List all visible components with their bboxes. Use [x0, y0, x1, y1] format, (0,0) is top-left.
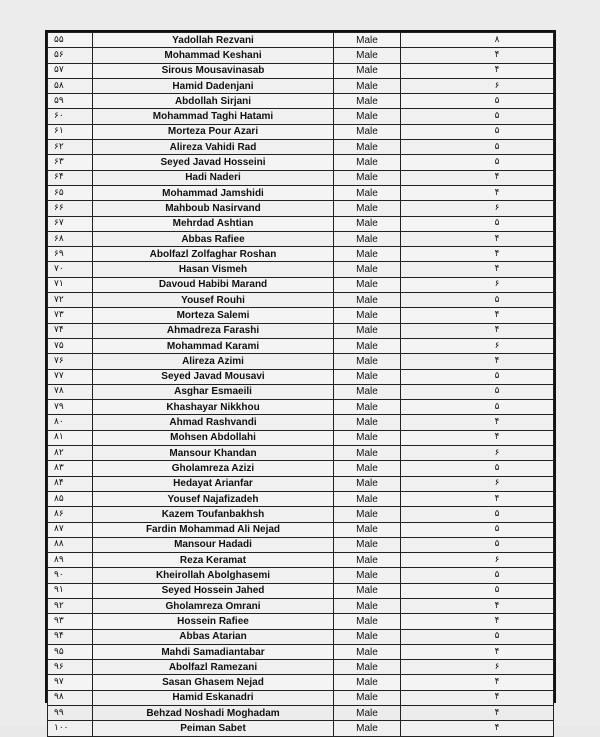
gender-cell: Male — [334, 675, 401, 690]
table-row — [48, 660, 554, 675]
person-name: Alireza Azimi — [93, 354, 334, 369]
person-name: Abolfazl Ramezani — [93, 660, 334, 675]
score-cell: ۵ — [401, 568, 554, 583]
gender-cell: Male — [334, 216, 401, 231]
gender-cell: Male — [334, 553, 401, 568]
row-number: ۷۶ — [48, 354, 93, 369]
row-number: ۸۰ — [48, 415, 93, 430]
row-number: ۸۵ — [48, 491, 93, 506]
score-cell: ۵ — [401, 384, 554, 399]
gender-cell: Male — [334, 48, 401, 63]
gender-cell: Male — [334, 644, 401, 659]
person-name: Abdollah Sirjani — [93, 94, 334, 109]
table-row — [48, 614, 554, 629]
score-cell: ۵ — [401, 461, 554, 476]
gender-cell: Male — [334, 706, 401, 721]
score-cell: ۴ — [401, 491, 554, 506]
person-name: Gholamreza Azizi — [93, 461, 334, 476]
gender-cell: Male — [334, 201, 401, 216]
row-number: ۷۰ — [48, 262, 93, 277]
row-number: ۱۰۰ — [48, 721, 93, 736]
gender-cell: Male — [334, 629, 401, 644]
person-name: Alireza Vahidi Rad — [93, 140, 334, 155]
score-cell: ۵ — [401, 140, 554, 155]
table-row — [48, 476, 554, 491]
gender-cell: Male — [334, 476, 401, 491]
row-number: ۸۶ — [48, 507, 93, 522]
row-number: ۵۶ — [48, 48, 93, 63]
score-cell: ۶ — [401, 201, 554, 216]
person-name: Yousef Rouhi — [93, 293, 334, 308]
person-name: Mohammad Keshani — [93, 48, 334, 63]
table-row — [48, 690, 554, 705]
person-name: Kazem Toufanbakhsh — [93, 507, 334, 522]
table-row — [48, 553, 554, 568]
gender-cell: Male — [334, 400, 401, 415]
table-row — [48, 78, 554, 93]
score-cell: ۸ — [401, 33, 554, 48]
row-number: ۹۶ — [48, 660, 93, 675]
gender-cell: Male — [334, 185, 401, 200]
row-number: ۹۹ — [48, 706, 93, 721]
score-cell: ۴ — [401, 262, 554, 277]
row-number: ۷۸ — [48, 384, 93, 399]
table-row — [48, 644, 554, 659]
table-row — [48, 308, 554, 323]
score-cell: ۴ — [401, 430, 554, 445]
score-cell: ۴ — [401, 675, 554, 690]
row-number: ۷۳ — [48, 308, 93, 323]
row-number: ۹۱ — [48, 583, 93, 598]
table-row — [48, 201, 554, 216]
person-name: Hamid Eskanadri — [93, 690, 334, 705]
person-name: Peiman Sabet — [93, 721, 334, 736]
table-row — [48, 293, 554, 308]
table-row — [48, 109, 554, 124]
row-number: ۵۹ — [48, 94, 93, 109]
table-row — [48, 583, 554, 598]
table-row — [48, 170, 554, 185]
row-number: ۹۸ — [48, 690, 93, 705]
score-cell: ۵ — [401, 507, 554, 522]
table-row — [48, 507, 554, 522]
row-number: ۶۵ — [48, 185, 93, 200]
row-number: ۶۴ — [48, 170, 93, 185]
row-number: ۶۱ — [48, 124, 93, 139]
row-number: ۸۱ — [48, 430, 93, 445]
row-number: ۹۷ — [48, 675, 93, 690]
row-number: ۹۴ — [48, 629, 93, 644]
table-row — [48, 33, 554, 48]
score-cell: ۴ — [401, 598, 554, 613]
person-name: Gholamreza Omrani — [93, 598, 334, 613]
gender-cell: Male — [334, 614, 401, 629]
gender-cell: Male — [334, 78, 401, 93]
table-row — [48, 568, 554, 583]
score-cell: ۵ — [401, 94, 554, 109]
score-cell: ۴ — [401, 231, 554, 246]
results-table-frame — [45, 30, 556, 734]
gender-cell: Male — [334, 338, 401, 353]
person-name: Khashayar Nikkhou — [93, 400, 334, 415]
score-cell: ۶ — [401, 338, 554, 353]
score-cell: ۶ — [401, 553, 554, 568]
gender-cell: Male — [334, 568, 401, 583]
row-number: ۵۷ — [48, 63, 93, 78]
person-name: Hasan Vismeh — [93, 262, 334, 277]
gender-cell: Male — [334, 109, 401, 124]
table-row — [48, 247, 554, 262]
gender-cell: Male — [334, 170, 401, 185]
gender-cell: Male — [334, 537, 401, 552]
person-name: Mohammad Jamshidi — [93, 185, 334, 200]
score-cell: ۴ — [401, 721, 554, 736]
gender-cell: Male — [334, 354, 401, 369]
person-name: Yousef Najafizadeh — [93, 491, 334, 506]
row-number: ۸۴ — [48, 476, 93, 491]
person-name: Abolfazl Zolfaghar Roshan — [93, 247, 334, 262]
row-number: ۸۳ — [48, 461, 93, 476]
score-cell: ۶ — [401, 660, 554, 675]
table-row — [48, 48, 554, 63]
person-name: Morteza Salemi — [93, 308, 334, 323]
person-name: Ahmadreza Farashi — [93, 323, 334, 338]
table-row — [48, 629, 554, 644]
score-cell: ۵ — [401, 369, 554, 384]
score-cell: ۶ — [401, 78, 554, 93]
person-name: Mohsen Abdollahi — [93, 430, 334, 445]
gender-cell: Male — [334, 124, 401, 139]
person-name: Seyed Javad Mousavi — [93, 369, 334, 384]
table-row — [48, 94, 554, 109]
score-cell: ۶ — [401, 476, 554, 491]
score-cell: ۴ — [401, 63, 554, 78]
gender-cell: Male — [334, 140, 401, 155]
row-number: ۹۲ — [48, 598, 93, 613]
score-cell: ۴ — [401, 48, 554, 63]
gender-cell: Male — [334, 155, 401, 170]
gender-cell: Male — [334, 308, 401, 323]
gender-cell: Male — [334, 446, 401, 461]
row-number: ۶۸ — [48, 231, 93, 246]
score-cell: ۴ — [401, 185, 554, 200]
score-cell: ۴ — [401, 323, 554, 338]
person-name: Sirous Mousavinasab — [93, 63, 334, 78]
table-row — [48, 446, 554, 461]
gender-cell: Male — [334, 63, 401, 78]
table-row — [48, 598, 554, 613]
table-row — [48, 537, 554, 552]
person-name: Hedayat Arianfar — [93, 476, 334, 491]
table-row — [48, 491, 554, 506]
row-number: ۷۱ — [48, 277, 93, 292]
score-cell: ۵ — [401, 293, 554, 308]
table-row — [48, 262, 554, 277]
row-number: ۸۹ — [48, 553, 93, 568]
table-row — [48, 231, 554, 246]
score-cell: ۶ — [401, 446, 554, 461]
table-row — [48, 706, 554, 721]
gender-cell: Male — [334, 660, 401, 675]
person-name: Ahmad Rashvandi — [93, 415, 334, 430]
row-number: ۹۰ — [48, 568, 93, 583]
person-name: Mohammad Taghi Hatami — [93, 109, 334, 124]
person-name: Fardin Mohammad Ali Nejad — [93, 522, 334, 537]
table-row — [48, 415, 554, 430]
table-row — [48, 323, 554, 338]
person-name: Behzad Noshadi Moghadam — [93, 706, 334, 721]
table-row — [48, 354, 554, 369]
table-row — [48, 721, 554, 736]
person-name: Hamid Dadenjani — [93, 78, 334, 93]
person-name: Hadi Naderi — [93, 170, 334, 185]
results-table — [47, 32, 554, 737]
gender-cell: Male — [334, 491, 401, 506]
row-number: ۶۶ — [48, 201, 93, 216]
gender-cell: Male — [334, 522, 401, 537]
gender-cell: Male — [334, 583, 401, 598]
row-number: ۷۹ — [48, 400, 93, 415]
person-name: Kheirollah Abolghasemi — [93, 568, 334, 583]
person-name: Seyed Hossein Jahed — [93, 583, 334, 598]
person-name: Hossein Rafiee — [93, 614, 334, 629]
gender-cell: Male — [334, 277, 401, 292]
table-row — [48, 522, 554, 537]
table-row — [48, 63, 554, 78]
row-number: ۶۳ — [48, 155, 93, 170]
table-row — [48, 216, 554, 231]
person-name: Reza Keramat — [93, 553, 334, 568]
row-number: ۶۲ — [48, 140, 93, 155]
row-number: ۹۵ — [48, 644, 93, 659]
score-cell: ۴ — [401, 415, 554, 430]
person-name: Morteza Pour Azari — [93, 124, 334, 139]
row-number: ۷۵ — [48, 338, 93, 353]
person-name: Abbas Rafiee — [93, 231, 334, 246]
person-name: Mahboub Nasirvand — [93, 201, 334, 216]
row-number: ۶۷ — [48, 216, 93, 231]
person-name: Mansour Hadadi — [93, 537, 334, 552]
row-number: ۸۸ — [48, 537, 93, 552]
table-row — [48, 461, 554, 476]
score-cell: ۵ — [401, 629, 554, 644]
score-cell: ۴ — [401, 354, 554, 369]
person-name: Sasan Ghasem Nejad — [93, 675, 334, 690]
score-cell: ۵ — [401, 537, 554, 552]
gender-cell: Male — [334, 690, 401, 705]
row-number: ۷۴ — [48, 323, 93, 338]
score-cell: ۵ — [401, 583, 554, 598]
table-row — [48, 369, 554, 384]
score-cell: ۴ — [401, 644, 554, 659]
score-cell: ۴ — [401, 614, 554, 629]
table-row — [48, 140, 554, 155]
score-cell: ۶ — [401, 277, 554, 292]
person-name: Mohammad Karami — [93, 338, 334, 353]
gender-cell: Male — [334, 323, 401, 338]
row-number: ۶۹ — [48, 247, 93, 262]
table-row — [48, 675, 554, 690]
person-name: Yadollah Rezvani — [93, 33, 334, 48]
table-row — [48, 124, 554, 139]
row-number: ۸۲ — [48, 446, 93, 461]
score-cell: ۵ — [401, 522, 554, 537]
gender-cell: Male — [334, 293, 401, 308]
person-name: Davoud Habibi Marand — [93, 277, 334, 292]
gender-cell: Male — [334, 461, 401, 476]
score-cell: ۵ — [401, 109, 554, 124]
gender-cell: Male — [334, 33, 401, 48]
table-row — [48, 400, 554, 415]
row-number: ۷۲ — [48, 293, 93, 308]
row-number: ۹۳ — [48, 614, 93, 629]
table-row — [48, 155, 554, 170]
gender-cell: Male — [334, 247, 401, 262]
score-cell: ۴ — [401, 247, 554, 262]
gender-cell: Male — [334, 430, 401, 445]
score-cell: ۵ — [401, 400, 554, 415]
row-number: ۵۸ — [48, 78, 93, 93]
gender-cell: Male — [334, 369, 401, 384]
person-name: Asghar Esmaeili — [93, 384, 334, 399]
score-cell: ۵ — [401, 216, 554, 231]
table-body — [48, 33, 554, 737]
gender-cell: Male — [334, 262, 401, 277]
person-name: Mahdi Samadiantabar — [93, 644, 334, 659]
gender-cell: Male — [334, 507, 401, 522]
gender-cell: Male — [334, 94, 401, 109]
person-name: Mansour Khandan — [93, 446, 334, 461]
person-name: Mehrdad Ashtian — [93, 216, 334, 231]
table-row — [48, 384, 554, 399]
score-cell: ۴ — [401, 308, 554, 323]
gender-cell: Male — [334, 415, 401, 430]
row-number: ۶۰ — [48, 109, 93, 124]
table-row — [48, 185, 554, 200]
table-row — [48, 338, 554, 353]
score-cell: ۴ — [401, 690, 554, 705]
table-row — [48, 277, 554, 292]
row-number: ۸۷ — [48, 522, 93, 537]
gender-cell: Male — [334, 384, 401, 399]
score-cell: ۴ — [401, 170, 554, 185]
gender-cell: Male — [334, 598, 401, 613]
score-cell: ۴ — [401, 706, 554, 721]
row-number: ۷۷ — [48, 369, 93, 384]
table-row — [48, 430, 554, 445]
gender-cell: Male — [334, 231, 401, 246]
person-name: Abbas Atarian — [93, 629, 334, 644]
score-cell: ۵ — [401, 124, 554, 139]
score-cell: ۵ — [401, 155, 554, 170]
gender-cell: Male — [334, 721, 401, 736]
row-number: ۵۵ — [48, 33, 93, 48]
person-name: Seyed Javad Hosseini — [93, 155, 334, 170]
